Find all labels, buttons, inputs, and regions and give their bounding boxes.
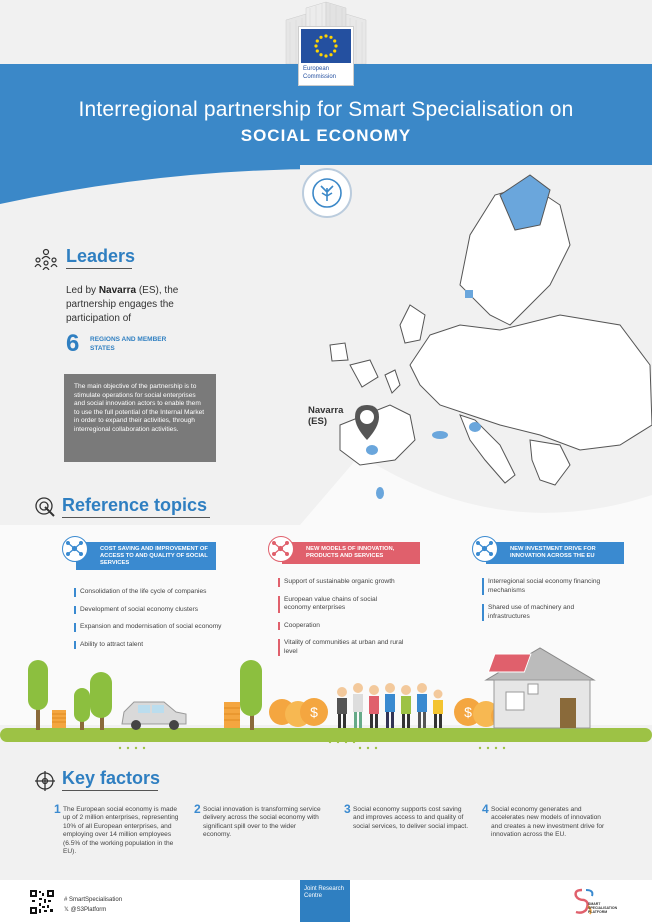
leaders-heading: Leaders <box>66 246 136 266</box>
list-item: Vitality of communities at urban and rural level <box>278 639 404 656</box>
list-item: Development of social economy clusters <box>74 606 224 615</box>
list-item: Consolidation of the life cycle of companies <box>74 588 224 597</box>
tree-icon <box>74 688 90 730</box>
house-with-solar-panels-icon <box>486 648 594 728</box>
reference-underline <box>62 517 210 518</box>
people-network-icon <box>34 248 58 270</box>
coin-stack-icon <box>52 710 66 728</box>
svg-text:$: $ <box>464 704 472 720</box>
topic-1-heading: COST SAVING AND IMPROVEMENT OF ACCESS TO AND QUALITY OF SOCIAL SERVICES <box>76 542 216 570</box>
key-factor-text: Social innovation is transforming service delivery across the social economy with significant spill over to the wider economy. <box>203 806 321 839</box>
european-commission-logo <box>298 26 354 86</box>
topic-3-list <box>482 578 608 630</box>
list-item: Support of sustainable organic growth <box>278 578 404 587</box>
hashtag-label: # SmartSpecialisation <box>64 897 123 903</box>
community-scene-illustration <box>0 640 652 760</box>
leaders-intro-suffix: (ES), the partnership engages the participation of <box>66 285 179 324</box>
twitter-icon: 𝕏 <box>64 907 71 913</box>
key-factors-heading: Key factors <box>62 768 161 788</box>
regions-count-label: REGIONS AND MEMBER STATES <box>90 336 167 352</box>
twitter-handle[interactable] <box>64 906 106 913</box>
page-title: Interregional partnership for Smart Specialisation on <box>78 98 574 121</box>
list-item: Shared use of machinery and infrastructures <box>482 604 608 621</box>
tree-icon <box>240 660 262 730</box>
tree-icon <box>90 672 112 730</box>
list-item: European value chains of social economy enterprises <box>278 596 404 613</box>
list-item: Cooperation <box>278 622 404 631</box>
topic-3-heading: NEW INVESTMENT DRIVE FOR INNOVATION ACROSS THE EU <box>486 542 624 564</box>
cursor-target-icon <box>34 496 56 518</box>
key-factor-text: The European social economy is made up of 2 million enterprises, representing 10% of all European enterprises, and employing over 14 million employees (6.5% of the working population in the EU). <box>63 806 179 856</box>
network-icon <box>268 536 294 562</box>
key-factor-number: 2 <box>194 802 201 816</box>
tree-icon <box>28 660 48 730</box>
key-factors-underline <box>62 790 158 791</box>
twitter-handle-text: @S3Platform <box>70 907 107 913</box>
key-factor-text: Social economy generates and accelerates new models of innovation and creates a new investment drive for innovation across the EU. <box>491 806 605 839</box>
qr-code-icon[interactable] <box>30 890 54 914</box>
leaders-lead-region: Navarra <box>98 285 137 296</box>
navarra-map-label: Navarra (ES) <box>308 405 344 427</box>
jrc-logo: Joint Research Centre <box>300 880 350 922</box>
network-icon <box>472 536 498 562</box>
list-item: Ability to attract talent <box>74 641 224 650</box>
objective-box: The main objective of the partnership is to stimulate operations for social enterprises and social innovation actors to enable them to use the full potential of the Internal Market in order to expand their activities, through interregional collaboration activities. <box>64 374 216 462</box>
svg-text:$: $ <box>310 704 318 720</box>
key-factor-number: 1 <box>54 802 61 816</box>
eu-flag-icon <box>301 29 351 63</box>
key-factor-number: 4 <box>482 802 489 816</box>
key-factor-text: Social economy supports cost saving and improves access to and quality of social services, to deliver social impact. <box>353 806 469 830</box>
topic-2-heading: NEW MODELS OF INNOVATION, PRODUCTS AND SERVICES <box>282 542 420 564</box>
people-group-illustration <box>337 683 443 728</box>
ec-logo-label: European Commission <box>303 66 337 80</box>
leaders-underline <box>66 268 132 269</box>
regions-count: 6 <box>66 330 80 357</box>
list-item: Interregional social economy financing mechanisms <box>482 578 608 595</box>
car-icon <box>122 702 186 730</box>
page-subtitle: SOCIAL ECONOMY <box>240 126 412 145</box>
europe-map <box>300 165 652 525</box>
coin-stack-icon <box>224 702 240 728</box>
coin-icon <box>269 698 328 727</box>
s3-platform-label: SMART SPECIALISATION PLATFORM <box>588 902 618 914</box>
leaders-intro-prefix: Led by <box>66 285 99 296</box>
social-economy-icon <box>302 168 352 218</box>
compass-icon <box>34 770 56 792</box>
reference-topics-heading: Reference topics <box>62 495 208 515</box>
network-icon <box>62 536 88 562</box>
leaders-intro <box>66 284 216 326</box>
key-factor-number: 3 <box>344 802 351 816</box>
list-item: Expansion and modernisation of social economy <box>74 623 224 632</box>
